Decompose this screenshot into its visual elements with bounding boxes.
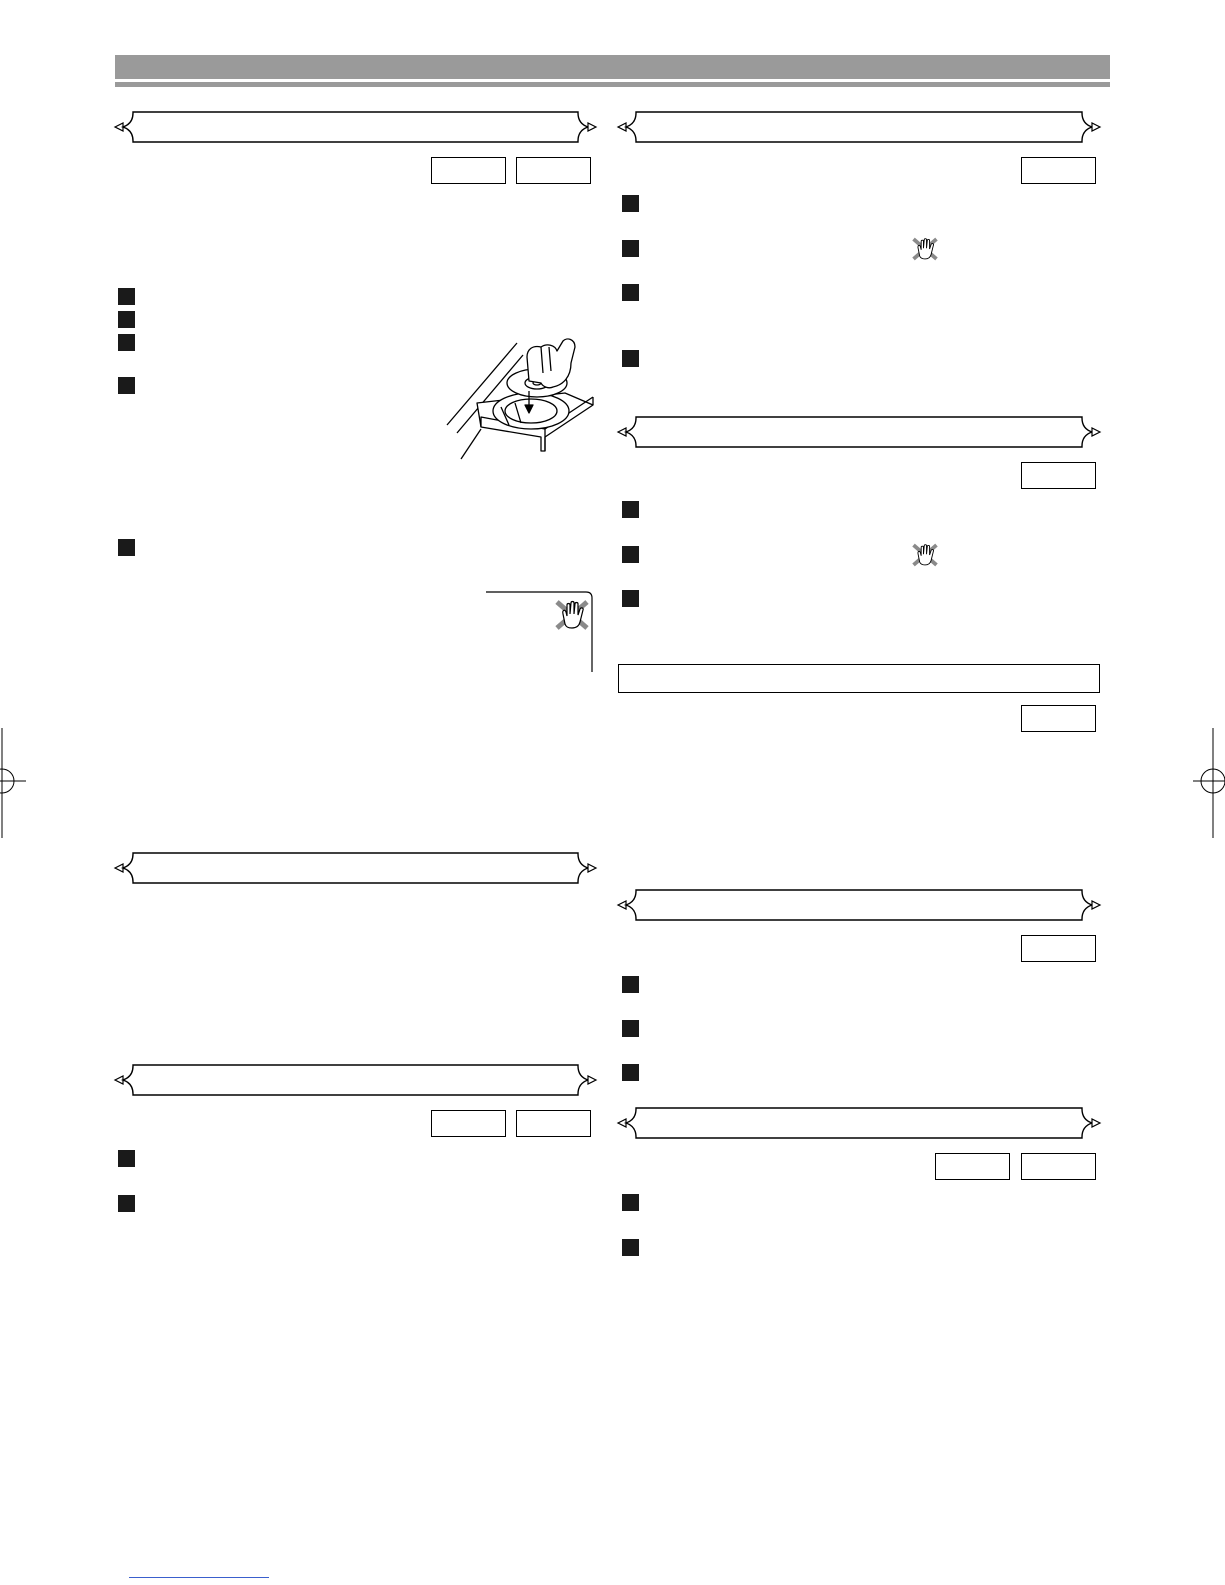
disc-badge [1021, 462, 1096, 489]
disc-badge [1021, 1153, 1096, 1180]
hand-caution-icon [555, 598, 589, 632]
header-rule [115, 82, 1110, 87]
disc-badge [1021, 935, 1096, 962]
section-banner-4 [618, 111, 1100, 143]
step-marker [118, 311, 135, 328]
step-marker [118, 539, 135, 556]
step-marker [622, 1064, 639, 1081]
step-marker [118, 1150, 135, 1167]
disc-loading-illustration [445, 333, 595, 461]
step-marker [622, 240, 639, 257]
step-marker [622, 1194, 639, 1211]
step-marker [622, 1239, 639, 1256]
step-marker [118, 377, 135, 394]
disc-badge [1021, 157, 1096, 184]
section-banner-1 [115, 111, 596, 143]
section-banner-3 [115, 1064, 596, 1096]
step-marker [622, 546, 639, 563]
step-marker [118, 334, 135, 351]
step-marker [622, 195, 639, 212]
disc-badge [431, 157, 506, 184]
disc-badge [516, 1110, 591, 1137]
step-marker [622, 501, 639, 518]
registration-mark-right-icon [1193, 728, 1225, 838]
step-marker [622, 1020, 639, 1037]
section-banner-7 [618, 889, 1100, 921]
step-marker [118, 1195, 135, 1212]
step-marker [622, 350, 639, 367]
disc-badge [431, 1110, 506, 1137]
section-header-box-6 [618, 664, 1100, 693]
header-bar [115, 55, 1110, 79]
disc-badge [516, 157, 591, 184]
section-banner-5 [618, 416, 1100, 448]
hand-caution-icon [912, 236, 938, 262]
section-banner-2 [115, 852, 596, 884]
step-marker [118, 288, 135, 305]
footer-rule [129, 1577, 269, 1578]
disc-badge [1021, 705, 1096, 732]
section-banner-8 [618, 1107, 1100, 1139]
step-marker [622, 284, 639, 301]
registration-mark-left-icon [0, 728, 30, 838]
step-marker [622, 976, 639, 993]
hand-caution-icon [912, 542, 938, 568]
step-marker [622, 590, 639, 607]
disc-badge [935, 1153, 1010, 1180]
